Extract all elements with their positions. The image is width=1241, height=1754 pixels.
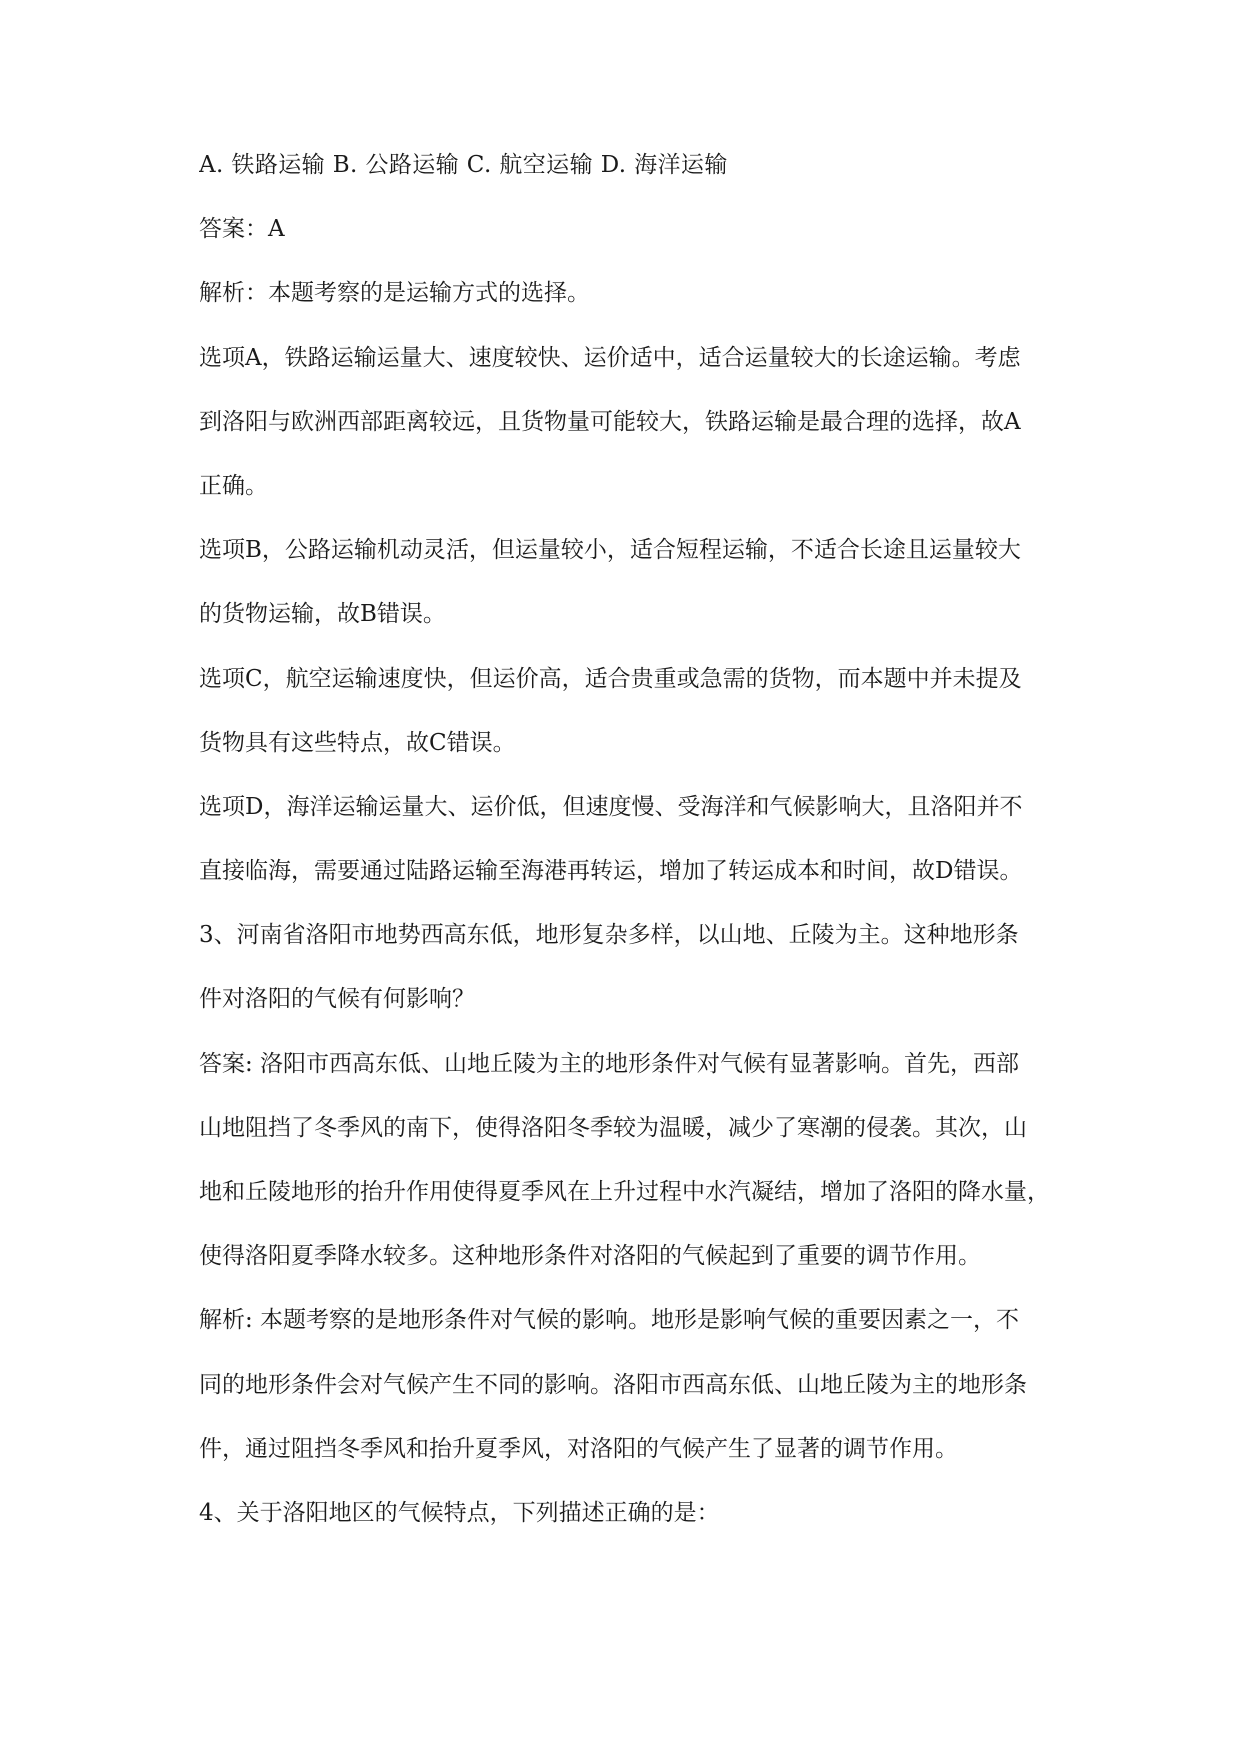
option-b-explanation: 的货物运输，故B错误。 <box>199 601 446 628</box>
question-3-answer: 地和丘陵地形的抬升作用使得夏季风在上升过程中水汽凝结，增加了洛阳的降水量， <box>199 1179 1050 1205</box>
question-3-text: 件对洛阳的气候有何影响？ <box>199 986 475 1013</box>
question-3-analysis: 解析: 本题考察的是地形条件对气候的影响。地形是影响气候的重要因素之一，不 <box>199 1307 1020 1334</box>
option-a-explanation: 选项A，铁路运输运量大、速度较快、运价适中，适合运量较大的长途运输。考虑 <box>199 344 1021 371</box>
question-2-options: A. 铁路运输 B. 公路运输 C. 航空运输 D. 海洋运输 <box>199 152 728 178</box>
option-d-explanation: 选项D，海洋运输运量大、运价低，但速度慢、受海洋和气候影响大，且洛阳并不 <box>199 793 1023 820</box>
question-3-answer: 使得洛阳夏季降水较多。这种地形条件对洛阳的气候起到了重要的调节作用。 <box>199 1243 981 1270</box>
document-body <box>199 145 1099 1557</box>
option-d-explanation: 直接临海，需要通过陆路运输至海港再转运，增加了转运成本和时间，故D错误。 <box>199 858 1023 885</box>
question-2-answer: 答案：A <box>199 216 285 243</box>
question-4-text: 4、关于洛阳地区的气候特点，下列描述正确的是： <box>199 1499 720 1526</box>
question-3-analysis: 件，通过阻挡冬季风和抬升夏季风，对洛阳的气候产生了显著的调节作用。 <box>199 1435 958 1462</box>
option-a-explanation: 到洛阳与欧洲西部距离较远，且货物量可能较大，铁路运输是最合理的选择，故A <box>199 408 1021 435</box>
question-2-analysis-intro: 解析：本题考察的是运输方式的选择。 <box>199 280 590 307</box>
option-a-explanation: 正确。 <box>199 472 268 499</box>
question-3-text: 3、河南省洛阳市地势西高东低，地形复杂多样，以山地、丘陵为主。这种地形条 <box>199 922 1019 949</box>
question-3-answer: 答案: 洛阳市西高东低、山地丘陵为主的地形条件对气候有显著影响。首先，西部 <box>199 1050 1020 1077</box>
option-c-explanation: 货物具有这些特点，故C错误。 <box>199 729 516 756</box>
option-b-explanation: 选项B，公路运输机动灵活，但运量较小，适合短程运输，不适合长途且运量较大 <box>199 537 1021 564</box>
question-3-analysis: 同的地形条件会对气候产生不同的影响。洛阳市西高东低、山地丘陵为主的地形条 <box>199 1371 1027 1398</box>
question-3-answer: 山地阻挡了冬季风的南下，使得洛阳冬季较为温暖，减少了寒潮的侵袭。其次，山 <box>199 1114 1027 1141</box>
option-c-explanation: 选项C，航空运输速度快，但运价高，适合贵重或急需的货物，而本题中并未提及 <box>199 665 1022 692</box>
